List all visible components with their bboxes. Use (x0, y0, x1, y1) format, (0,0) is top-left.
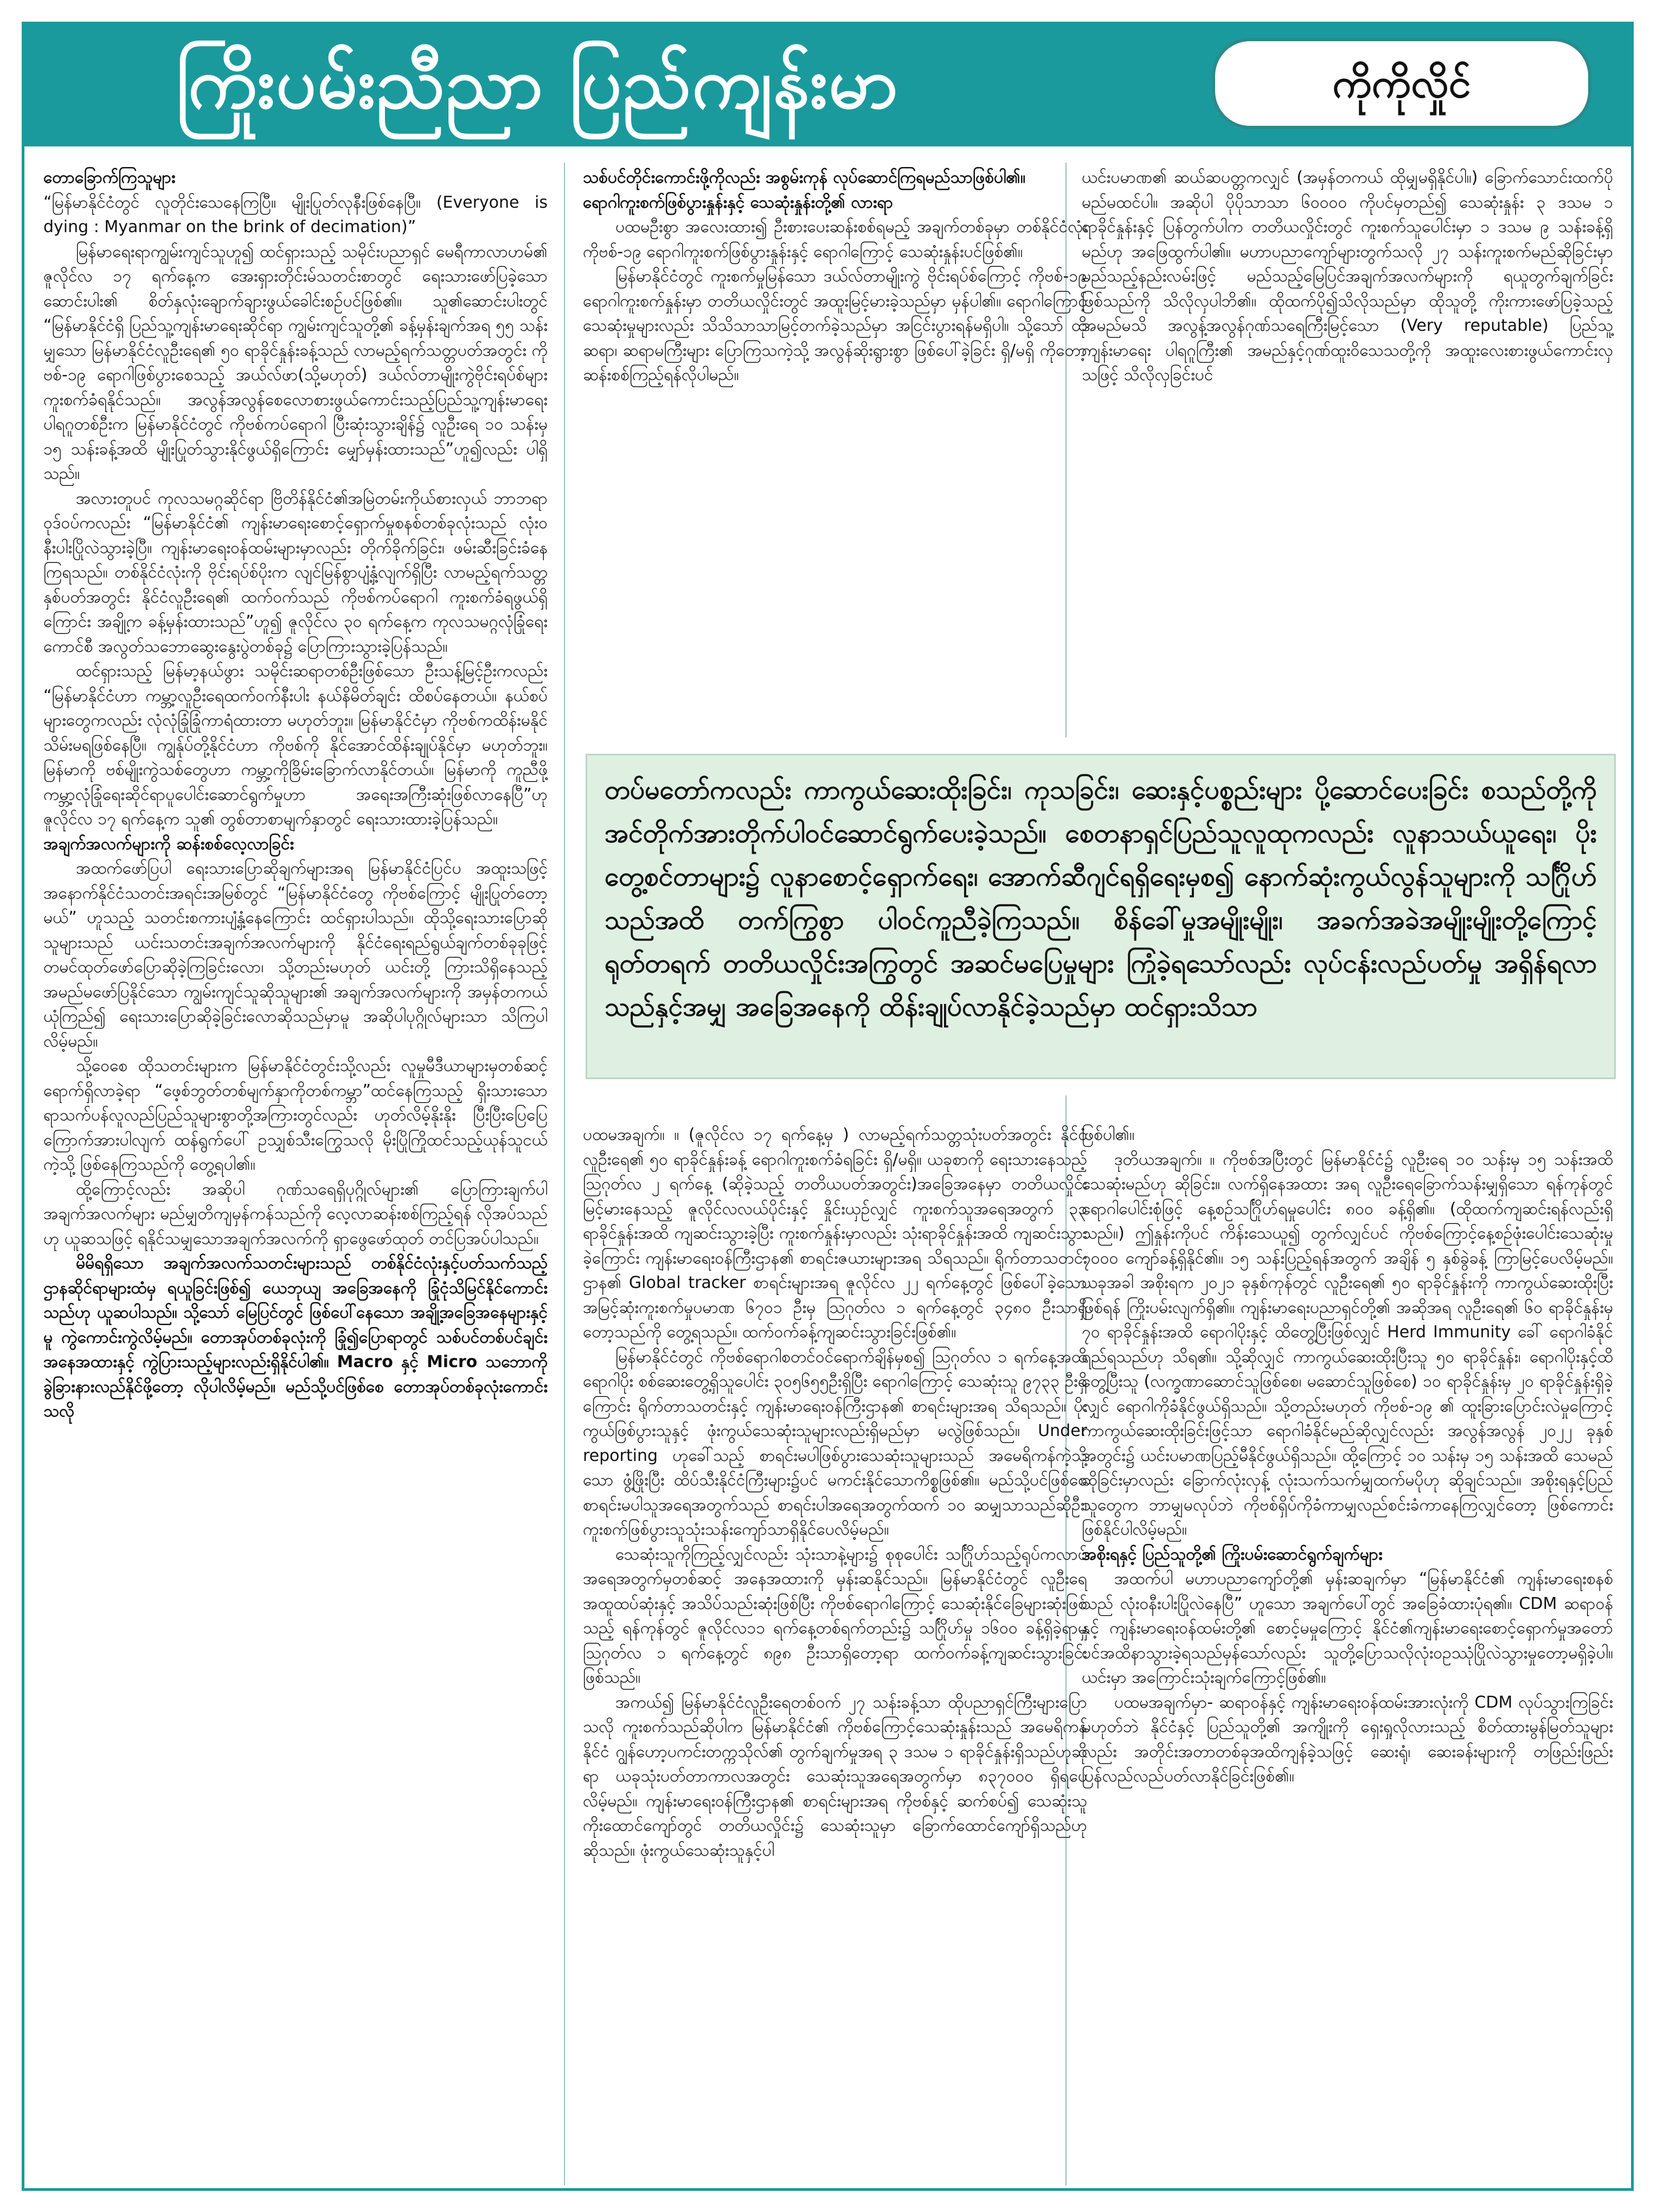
author-badge (1212, 38, 1591, 129)
paragraph: အထက်ပါ မဟာပညာကျော်တို့၏ မှန်းဆချက်မှာ “မြန်မာနိုင်ငံ၏ ကျန်းမာရေးစနစ်သည် လုံးဝနီးပါးပြိုလဲနေပြီ” ဟူသော အချက်ပေါ်တွင် အခြေခံထားပုံရ၏။ CDM ဆရာဝန်နှင့် ကျန်းမာရေးဝန်ထမ်းတို့၏ စောင့်မမှုကြောင့် နိုင်ငံ၏ကျန်းမာရေးစောင့်ရှောက်မှုအတော်ပင်အထိနာသွားခဲ့ရသည်မှန်သော်လည်း သူတို့ပြောသလိုလုံးဝဥဿုံပြိုလဲသွားမှုတော့မရှိခဲ့ပါ။ ယင်းမှာ အကြောင်းသုံးချက်ကြောင့်ဖြစ်၏။ (1082, 1569, 1613, 1687)
paragraph: ထို့ကြောင့်လည်း အဆိုပါ ဂုဏ်သရေရှိပုဂ္ဂိုလ်များ၏ ပြောကြားချက်ပါ အချက်အလက်များ မည်မျှတိကျမှန်ကန်သည်ကို လေ့လာဆန်းစစ်ကြည့်ရန် လိုအပ်သည်ဟု ယူဆသဖြင့် ရနိုင်သမျှသောအချက်အလက်ကို ရှာဖွေဖော်ထုတ် တင်ပြအပ်ပါသည်။ (43, 1179, 548, 1248)
paragraph: အလားတူပင် ကုလသမဂ္ဂဆိုင်ရာ ဗြိတိန်နိုင်ငံ၏အမြဲတမ်းကိုယ်စားလှယ် ဘာဘရာဝုဒ်ဝပ်ကလည်း “မြန်မာနိုင်ငံ၏ ကျန်းမာရေးစောင့်ရှောက်မှုစနစ်တစ်ခုလုံးသည် လုံးဝနီးပါးပြိုလဲသွားခဲ့ပြီ။ ကျန်းမာရေးဝန်ထမ်းများမှာလည်း တိုက်ခိုက်ခြင်း၊ ဖမ်းဆီးခြင်းခံနေကြရသည်။ တစ်နိုင်ငံလုံးကို ဗိုင်းရပ်စ်ပိုးက လျင်မြန်စွာပျံ့နှံ့လျက်ရှိပြီး လာမည့်ရက်သတ္တနှစ်ပတ်အတွင်း နိုင်ငံလူဦးရေ၏ ထက်ဝက်သည် ကိုဗစ်ကပ်ရောဂါ ကူးစက်ခံရဖွယ်ရှိကြောင်း အချို့က ခန့်မှန်းထားသည်”ဟူ၍ ဇူလိုင်လ ၃၀ ရက်နေ့က ကုလသမဂ္ဂလုံခြုံရေးကောင်စီ အလွတ်သဘောဆွေးနွေးပွဲတစ်ခု၌ ပြောကြားသွားခဲ့ပြန်သည်။ (43, 489, 548, 656)
author-name: ကိုကိုလှိုင် (1332, 60, 1471, 107)
paragraph: ဒုတိယအချက်။ ။ ကိုဗစ်အပြီးတွင် မြန်မာနိုင်ငံ၌ လူဦးရေ ၁၀ သန်းမှ ၁၅ သန်းအထိ သေဆုံးမည်ဟု ဆိုခြင်း။ လက်ရှိနေအထား အရ လူဦးရေခြောက်သန်းမျှရှိသော ရန်ကုန်တွင် ရောဂါပေါင်းစုံဖြင့် နေ့စဉ်သင်္ဂြိုဟ်ရမှုပေါင်း ၈၀၀ ခန့်ရှိ၏။ (ထိုထက်ကျဆင်းရန်လည်းရှိသည်။) ဤနှုန်းကိုပင် ကိန်းသေယူ၍ တွက်လျှင်ပင် ကိုဗစ်ကြောင့်နေ့စဉ်ဖုံးပေါင်းသေဆုံးမှု ၇၀၀၀ ကျော်ခန့်ရှိနိုင်၏။ ၁၅ သန်းပြည့်ရန်အတွက် အချိန် ၅ နှစ်ခွဲခန့် ကြာမြင့်ပေလိမ့်မည်။ ယခုအခါ အစိုးရက ၂၀၂၁ ခုနှစ်ကုန်တွင် လူဦးရေ၏ ၅၀ ရာခိုင်နှုန်းကို ကာကွယ်ဆေးထိုးပြီးဖြစ်ရန် ကြိုးပမ်းလျက်ရှိ၏။ ကျန်းမာရေးပညာရှင်တို့၏ အဆိုအရ လူဦးရေ၏ ၆၀ ရာခိုင်နှုန်းမှ ၇၀ ရာခိုင်နှုန်းအထိ ရောဂါပိုးနှင့် ထိတွေ့ပြီးဖြစ်လျှင် Herd Immunity ခေါ် ရောဂါခံနိုင်ရည်ရသည်ဟု သိရ၏။ သို့ဆိုလျှင် ကာကွယ်ဆေးထိုးပြီးသူ ၅၀ ရာခိုင်နှုန်း၊ ရောဂါပိုးနှင့်ထိတွေ့ပြီးသူ (လက္ခဏာဆောင်သူဖြစ်စေ၊ မဆောင်သူဖြစ်စေ) ၁၀ ရာခိုင်နှုန်းမှ ၂၀ ရာခိုင်နှုန်းရှိခဲ့လျှင် ရောဂါကိုခံနိုင်ဖွယ်ရှိသည်။ သို့တည်းမဟုတ် ကိုဗစ်-၁၉ ၏ ထူးခြားပြောင်းလဲမှုကြောင့် ကာကွယ်ဆေးထိုးခြင်းဖြင့်သာ ရောဂါခံနိုင်မည်ဆိုလျှင်လည်း အလွန်အလွန် ၂၀၂၂ ခုနှစ်အတွင်း၌ ယင်းပမာဏပြည့်မီနိုင်ဖွယ်ရှိသည်။ ထို့ကြောင့် ၁၀ သန်းမှ ၁၅ သန်းအထိ သေမည်ဆိုခြင်းမှာလည်း ခြောက်လုံးလှန့် လုံးသက်သက်မျှထက်မပိုဟု ဆိုချင်သည်။ အစိုးရနှင့်ပြည်သူတွေက ဘာမျှမလုပ်ဘဲ ကိုဗစ်ရှိပ်ကိုခံကာမျှလည်စင်းခံကာနေကြလျှင်တော့ ဖြစ်ကောင်းဖြစ်နိုင်ပါလိမ့်မည်။ (1082, 1150, 1613, 1539)
paragraph: အထက်ဖော်ပြပါ ရေးသားပြောဆိုချက်များအရ မြန်မာနိုင်ငံပြင်ပ အထူးသဖြင့် အနောက်နိုင်ငံသတင်းအရင်းအမြစ်တွင် “မြန်မာနိုင်ငံတွေ ကိုဗစ်ကြောင့် မျိုးပြုတ်တော့မယ်” ဟူသည့် သတင်းစကားပျံ့နှံ့နေကြောင်း ထင်ရှားပါသည်။ ထိုသို့ရေးသားပြောဆိုသူများသည် ယင်းသတင်းအချက်အလက်များကို နိုင်ငံရေးရည်ရွယ်ချက်တစ်ခုခုဖြင့် တမင်ထုတ်ဖော်ပြောဆိုခဲ့ကြခြင်းလော၊ သို့တည်းမဟုတ် ယင်းတို့ ကြားသိရှိနေသည့် အမည်မဖော်ပြနိုင်သော ကျွမ်းကျင်သူဆိုသူများ၏ အချက်အလက်များကို အမှန်တကယ်ယုံကြည်၍ ရေးသားပြောဆိုခဲ့ခြင်းလောဆိုသည်မှာမူ အဆိုပါပုဂ္ဂိုလ်များသာ သိကြပါလိမ့်မည်။ (43, 859, 548, 1051)
masthead (22, 22, 1634, 146)
section-heading: အစိုးရနှင့် ပြည်သူတို့၏ ကြိုးပမ်းဆောင်ရွက်ချက်များ (1082, 1544, 1383, 1564)
paragraph: သေဆုံးသူကိုကြည့်လျှင်လည်း သုံးသာနဲ့များ၌ စုစုပေါင်း သင်္ဂြိုဟ်သည့်ရုပ်ကလာပ်အရေအတွက်မှတစ်ဆင့် အနေအထားကို မှန်းဆနိုင်သည်။ မြန်မာနိုင်ငံတွင် လူဦးရေအထူထပ်ဆုံးနှင့် အသိပ်သည်းဆုံးဖြစ်ပြီး ကိုဗစ်ရောဂါကြောင့် သေဆုံးနိုင်ခြေများဆုံးဖြစ်သည့် ရန်ကုန်တွင် ဇူလိုင်လ၁၁ ရက်နေ့တစ်ရက်တည်း၌ သင်္ဂြိုဟ်မှု ၁၆၀၀ ခန့်ရှိခဲ့ရာမှ ဩဂုတ်လ ၁ ရက်နေ့တွင် ၈၉၈ ဦးသာရှိတော့ရာ ထက်ဝက်ခန့်ကျဆင်းသွားခြင်းဖြစ်သည်။ (583, 1544, 1087, 1687)
paragraph: အကယ်၍ မြန်မာနိုင်ငံလူဦးရေတစ်ဝက် ၂၇ သန်းခန့်သာ ထိုပညာရှင်ကြီးများပြောသလို ကူးစက်သည်ဆိုပါက မြန်မာနိုင်ငံ၏ ကိုဗစ်ကြောင့်သေဆုံးနှုန်းသည် အမေရိကန်နိုင်ငံ ဂျွန်ဟော့ပကင်းတက္ကသိုလ်၏ တွက်ချက်မှုအရ ၃ ဒသမ ၁ ရာခိုင်နှုန်းရှိသည်ဟုဆိုရာ ယခုသုံးပတ်တာကာလအတွင်း သေဆုံးသူအရေအတွက်မှာ ၈၃၇၀၀၀ ရှိရပေလိမ့်မည်။ ကျန်းမာရေးဝန်ကြီးဌာန၏ စာရင်းများအရ ကိုဗစ်နှင့် ဆက်စပ်၍ သေဆုံးသူ ကိုးထောင်ကျော်တွင် တတိယလှိုင်း၌ သေဆုံးသူမှာ ခြောက်ထောင်ကျော်ရှိသည်ဟု ဆိုသည်။ ဖုံးကွယ်သေဆုံးသူနှင့်ပါ (583, 1692, 1087, 1860)
article-column-2-bottom (583, 1123, 1087, 2183)
paragraph: ပထမအချက်မှာ- ဆရာဝန်နှင့် ကျန်းမာရေးဝန်ထမ်းအားလုံးကို CDM လုပ်သွားကြခြင်းမဟုတ်ဘဲ နိုင်ငံနှင့် ပြည်သူတို့၏ အကျိုးကို ရှေးရှုလိုလားသည့် စိတ်ထားမွန်မြတ်သူများလည်း အတိုင်းအတာတစ်ခုအထိကျန်ခဲ့သဖြင့် ဆေးရုံ၊ ဆေးခန်းများကို တဖြည်းဖြည်းပြန်လည်လည်ပတ်လာနိုင်ခြင်းဖြစ်၏။ (1082, 1692, 1613, 1786)
paragraph: သစ်ပင်တိုင်းကောင်းဖို့ကိုလည်း အစွမ်းကုန် လုပ်ဆောင်ကြရမည်သာဖြစ်ပါ၏။ (583, 168, 1026, 187)
paragraph: ထင်ရှားသည့် မြန်မာ့နယ်ဖွား သမိုင်းဆရာတစ်ဦးဖြစ်သော ဦးသန့်မြင့်ဦးကလည်း “မြန်မာနိုင်ငံဟာ ကမ္ဘာ့လူဦးရေထက်ဝက်နီးပါး နယ်နိမိတ်ချင်း ထိစပ်နေတယ်။ နယ်စပ်များတွေကလည်း လုံလုံခြုံခြုံကာရံထားတာ မဟုတ်ဘူး။ မြန်မာနိုင်ငံမှာ ကိုဗစ်ကထိန်းမနိုင်သိမ်းမရဖြစ်နေပြီ။ ကျွန်ုပ်တို့နိုင်ငံဟာ ကိုဗစ်ကို နိုင်အောင်ထိန်းချုပ်နိုင်မှာ မဟုတ်ဘူး။ မြန်မာကို ဗစ်မျိုးကွဲသစ်တွေဟာ ကမ္ဘာ့ကိုခြိမ်းခြောက်လာနိုင်တယ်။ မြန်မာကို ကူညီဖို့ ကမ္ဘာ့လုံခြုံရေးဆိုင်ရာပူပေါင်းဆောင်ရွက်မှုဟာ အရေးအကြီးဆုံးဖြစ်လာနေပြီ”ဟု ဇူလိုင်လ ၁၇ ရက်နေ့က သူ၏ တွစ်တာစာမျက်နှာတွင် ရေးသားထားခဲ့ပြန်သည်။ (43, 662, 548, 829)
article-title: ကြိုးပမ်းညီညာ ပြည်ကျန်းမာ (176, 42, 899, 124)
paragraph: ဖြစ်ပါ၏။ (1082, 1125, 1135, 1144)
section-heading: ရောဂါကူးစက်ဖြစ်ပွားနှုန်းနှင့် သေဆုံးနှုန်းတို့၏ လားရာ (583, 193, 894, 212)
column-divider (564, 163, 565, 2185)
paragraph: မြန်မာနိုင်ငံတွင် ကူးစက်မှုမြန်သော ဒယ်လ်တာမျိုးကွဲ ဗိုင်းရပ်စ်ကြောင့် ကိုဗစ်-၁၉ ရောဂါကူးစက်နှုန်းမှာ တတိယလှိုင်းတွင် အထူးမြင့်မားခဲ့သည်မှာ မှန်ပါ၏။ ရောဂါကြောင့် သေဆုံးမှုများလည်း သိသိသာသာမြင့်တက်ခဲ့သည်မှာ အငြင်းပွားရန်မရှိပါ။ သို့သော် ထိုဆရာ၊ ဆရာမကြီးများ ပြောကြသကဲ့သို့ အလွန်ဆိုးရွားစွာ ဖြစ်ပေါ်ခဲ့ခြင်း ရှိ/မရှိ ကိုတော့ ဆန်းစစ်ကြည့်ရန်လိုပါမည်။ (583, 267, 1087, 384)
paragraph: ပထမအချက်။ ။ (ဇူလိုင်လ ၁၇ ရက်နေ့မှ ) လာမည့်ရက်သတ္တသုံးပတ်အတွင်း နိုင်ငံလူဦးရေ၏ ၅၀ ရာခိုင်နှုန်းခန့် ရောဂါကူးစက်ခံရခြင်း ရှိ/မရှိ။ ယခုစာကို ရေးသားနေသည့် ဩဂုတ်လ ၂ ရက်နေ့ (ဆိုခဲ့သည့် တတိယပတ်အတွင်း)အခြေအနေမှာ တတိယလှိုင်း မြင့်မားနေသည့် ဇူလိုင်လလယ်ပိုင်းနှင့် နှိုင်းယှဉ်လျှင် ကူးစက်သူအရေအတွက် ၃၃ ရာခိုင်နှုန်းအထိ ကျဆင်းသွားခဲ့ပြီး ကူးစက်နှုန်းမှာလည်း သုံးရာခိုင်နှုန်းအထိ ကျဆင်းသွားခဲ့ကြောင်း ကျန်းမာရေးဝန်ကြီးဌာန၏ စာရင်းဇယားများအရ သိရသည်။ ရိုက်တာသတင်းဌာန၏ Global tracker စာရင်းများအရ ဇူလိုင်လ ၂၂ ရက်နေ့တွင် ဖြစ်ပေါ်ခဲ့သော အမြင့်ဆုံးကူးစက်မှုပမာဏ ၆၇၀၁ ဦးမှ ဩဂုတ်လ ၁ ရက်နေ့တွင် ၃၄၈၀ ဦးသာရှိတော့သည်ကို တွေ့ရသည်။ ထက်ဝက်ခန့်ကျဆင်းသွားခြင်းဖြစ်၏။ (583, 1125, 1087, 1342)
section-heading: တောခြောက်ကြသူများ (43, 168, 176, 187)
paragraph: မြန်မာနိုင်ငံတွင် ကိုဗစ်ရောဂါစတင်ဝင်ရောက်ချိန်မှစ၍ ဩဂုတ်လ ၁ ရက်နေ့အထိ ရောဂါပိုး စစ်ဆေးတွေ့ရှိသူပေါင်း ၃၀၅၆၅၅ဦးရှိပြီး ရောဂါကြောင့် သေဆုံးသူ ၉၇၃၃ ဦးရှိကြောင်း ရိုက်တာသတင်းနှင့် ကျန်းမာရေးဝန်ကြီးဌာန၏ စာရင်းများအရ သိရသည်။ ပိုးကွယ်ဖြစ်ပွားသူနှင့် ဖုံးကွယ်သေဆုံးသူများလည်းရှိမည်မှာ မလွဲဖြစ်သည်။ Under reporting ဟုခေါ်သည့် စာရင်းမပါဖြစ်ပွားသေဆုံးသူများသည် အမေရိကန်ကဲ့သို့သော ဖွံ့ဖြိုးပြီး ထိပ်သီးနိုင်ငံကြီးများ၌ပင် မကင်းနိုင်သောကိစ္စဖြစ်၏။ မည်သို့ပင်ဖြစ်စေ စာရင်းမပါသူအရေအတွက်သည် စာရင်းပါအရေအတွက်ထက် ၁၀ ဆမျှသာသည်ဆိုဦး၊ ကူးစက်ဖြစ်ပွားသူသုံးသန်းကျော်သာရှိနိုင်ပေလိမ့်မည်။ (583, 1347, 1087, 1539)
paragraph: ယင်းပမာဏ၏ ဆယ်ဆပတ္တကလျှင် (အမှန်တကယ် ထိုမျှမရှိနိုင်ပါ။) ခြောက်သောင်းထက်ပိုမည်မထင်ပါ။ အဆိုပါ ပိုပိုသာသာ ၆၀၀၀၀ ကိုပင်မှတည်၍ သေဆုံးနှုန်း ၃ ဒသမ ၁ ရာခိုင်နှုန်းနှင့် ပြန်တွက်ပါက တတိယလှိုင်းတွင် ကူးစက်သူပေါင်းမှာ ၁ ဒသမ ၉ သန်းခန့်ရှိမည်ဟု အဖြေထွက်ပါ၏။ မဟာပညာကျော်များတွက်သလို ၂၇ သန်းကူးစက်မည်ဆိုခြင်းမှာ မည်သည့်နည်းလမ်းဖြင့် မည်သည့်မြေပြင်အချက်အလက်များကို ရယူတွက်ချက်ခြင်းဖြစ်သည်ကို သိလိုလှပါဘိ၏။ ထိုထက်ပို၍သိလိုသည်မှာ ထိုသူတို့ ကိုးကားဖော်ပြခဲ့သည့် အမည်မသိ အလွန့်အလွန်ဂုဏ်သရေကြီးမြင့်သော (Very reputable) ပြည်သူ့ကျန်းမာရေး ပါရဂူကြီး၏ အမည်နှင့်ဂုဏ်ထူးဝိသေသတို့ကို အထူးလေးစားဖွယ်ကောင်းလှသဖြင့် သိလိုလှခြင်းပင် (1082, 168, 1613, 384)
paragraph: သို့ဝေစေ ထိုသတင်းများက မြန်မာနိုင်ငံတွင်းသို့လည်း လူမှုမီဒီယာများမှတစ်ဆင့်ရောက်ရှိလာခဲ့ရာ “ဖေ့စ်ဘွတ်တစ်မျက်နှာကိုတစ်ကမ္ဘာ”ထင်နေကြသည့် ရှိးသားသော ရာသက်ပန်လူလည်ပြည်သူများစွာတို့အကြားတွင်လည်း ဟုတ်လိမ့်နိုးနိုး ပြီးပြီးပြေပြေ ကြောက်အားပါလျက် ထန်ရွက်ပေါ် ဥသျှစ်သီးကြွေသလို မိုးပြိုကြိုထင်သည့်ယုန်သူငယ်ကဲ့သို့ ဖြစ်နေကြသည်ကို တွေ့ရပါ၏။ (43, 1056, 548, 1174)
pull-quote: တပ်မတော်ကလည်း ကာကွယ်ဆေးထိုးခြင်း၊ ကုသခြင်း၊ ဆေးနှင့်ပစ္စည်းများ ပို့ဆောင်ပေးခြင်း စသည်တို့ကို အင်တိုက်အားတိုက်ပါဝင်ဆောင်ရွက်ပေးခဲ့သည်။ စေတနာရှင်ပြည်သူလူထုကလည်း လူနာသယ်ယူရေး၊ ပိုးတွေ့စင်တာများ၌ လူနာစောင့်ရှောက်ရေး၊ အောက်ဆီဂျင်ရရှိရေးမှစ၍ နောက်ဆုံးကွယ်လွန်သူများကို သင်္ဂြိုဟ်သည်အထိ တက်ကြွစွာ ပါဝင်ကူညီခဲ့ကြသည်။ စိန်ခေါ်မှုအမျိုးမျိုး၊ အခက်အခဲအမျိုးမျိုးတို့ကြောင့် ရုတ်တရက် တတိယလှိုင်းအကြွတွင် အဆင်မပြေမှုများ ကြုံခဲ့ရသော်လည်း လုပ်ငန်းလည်ပတ်မှု အရှိန်ရလာသည်နှင့်အမျှ အခြေအနေကို ထိန်းချုပ်လာနိုင်ခဲ့သည်မှာ ထင်ရှားသိသာ (586, 754, 1616, 1079)
article-column-3-bottom (1082, 1123, 1613, 2183)
paragraph: “မြန်မာနိုင်ငံတွင် လူတိုင်းသေနေကြပြီ။ မျိုးပြုတ်လုနီးဖြစ်နေပြီ။ (Everyone is dying : Myanmar on the brink of decimation)” (43, 193, 548, 236)
paragraph: မြန်မာရေးရာကျွမ်းကျင်သူဟူ၍ ထင်ရှားသည့် သမိုင်းပညာရှင် မေရီကာလာဟမ်၏ ဇူလိုင်လ ၁၇ ရက်နေ့က အေးရှားတိုင်းမ်သတင်းစာတွင် ရေးသားဖော်ပြခဲ့သော ဆောင်းပါး၏ စိတ်နှလုံးချောက်ချားဖွယ်ခေါင်းစဉ်ပင်ဖြစ်၏။ သူ၏ဆောင်းပါးတွင် “မြန်မာနိုင်ငံရှိ ပြည်သူ့ကျန်းမာရေးဆိုင်ရာ ကျွမ်းကျင်သူတို့၏ ခန့်မှန်းချက်အရ ၅၅ သန်းမျှသော မြန်မာနိုင်ငံလူဦးရေ၏ ၅၀ ရာခိုင်နှုန်းခန့်သည် လာမည့်ရက်သတ္တပတ်အတွင်း ကိုဗစ်-၁၉ ရောဂါဖြစ်ပွားစေသည့် အယ်လ်ဖာ(သို့မဟုတ်) ဒယ်လ်တာမျိုးကွဲဗိုင်းရပ်စ်များ ကူးစက်ခံရနိုင်သည်။ အလွန်အလွန်စေလောစားဖွယ်ကောင်းသည့်ပြည်သူ့ကျန်းမာရေးပါရဂူတစ်ဦးက မြန်မာနိုင်ငံတွင် ကိုဗစ်ကပ်ရောဂါ ပြီးဆုံးသွားချိန်၌ လူဦးရေ ၁၀ သန်းမှ ၁၅ သန်းခန့်အထိ မျိုးပြုတ်သွားနိုင်ဖွယ်ရှိကြောင်း မျှော်မှန်းထားသည်”ဟူ၍လည်း ပါရှိသည်။ (43, 242, 548, 483)
article-column-1 (43, 165, 548, 2183)
paragraph: မိမိရရှိသော အချက်အလက်သတင်းများသည် တစ်နိုင်ငံလုံးနှင့်ပတ်သက်သည့် ဌာနဆိုင်ရာများထံမှ ရယူခြင်းဖြစ်၍ ယေဘုယျ အခြေအနေကို ခြုံငုံသိမြင်နိုင်ကောင်းသည်ဟု ယူဆပါသည်။ သို့သော် မြေပြင်တွင် ဖြစ်ပေါ်နေသော အချို့အခြေအနေများနှင့်မူ ကွဲကောင်းကွဲလိမ့်မည်။ တောအုပ်တစ်ခုလုံးကို ခြုံ၍ပြောရာတွင် သစ်ပင်တစ်ပင်ချင်းအနေအထားနှင့် ကွဲပြားသည့်များလည်းရှိနိုင်ပါ၏။ Macro နှင့် Micro သဘောကို ခွဲခြားနားလည်နိုင်ဖို့တော့ လိုပါလိမ့်မည်။ မည်သို့ပင်ဖြစ်စေ တောအုပ်တစ်ခုလုံးကောင်းသလို (43, 1254, 548, 1421)
paragraph: ပထမဦးစွာ အလေးထား၍ ဦးစားပေးဆန်းစစ်ရမည့် အချက်တစ်ခုမှာ တစ်နိုင်ငံလုံး ကိုဗစ်-၁၉ ရောဂါကူးစက်ဖြစ်ပွားနှုန်းနှင့် ရောဂါကြောင့် သေဆုံးနှုန်းပင်ဖြစ်၏။ (583, 217, 1087, 261)
section-heading: အချက်အလက်များကို ဆန်းစစ်လေ့လာခြင်း (43, 834, 294, 854)
